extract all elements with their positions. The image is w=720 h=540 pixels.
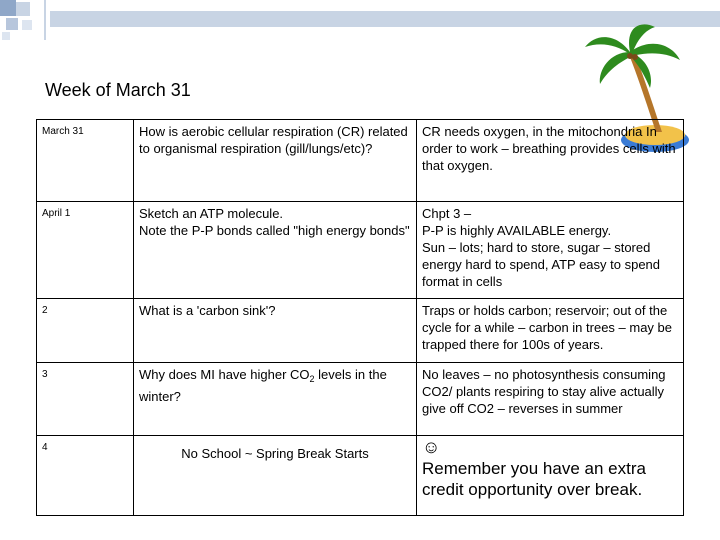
answer-line: Sun – lots; hard to store, sugar – stored energy hard to spend, ATP easy to spend format in cells: [422, 240, 661, 289]
no-school-note: No School ~ Spring Break Starts: [181, 446, 369, 461]
question-cell: [134, 436, 417, 516]
question-text-end: levels in the winter?: [139, 367, 387, 404]
table-row: [37, 363, 684, 436]
question-cell: [134, 202, 417, 299]
table-row: [37, 202, 684, 299]
question-cell: What is a 'carbon sink'?: [134, 299, 417, 363]
question-cell: [134, 363, 417, 436]
date-cell: 3: [37, 363, 134, 436]
date-cell: 4: [37, 436, 134, 516]
date-cell: March 31: [37, 120, 134, 202]
answer-cell: [417, 202, 684, 299]
question-text: Why does MI have higher CO: [139, 367, 310, 382]
answer-line: Chpt 3 –: [422, 206, 472, 221]
answer-cell: No leaves – no photosynthesis consuming CO2/ plants respiring to stay alive actually give off CO2 – reverses in summer: [417, 363, 684, 436]
page-title: Week of March 31: [45, 80, 191, 100]
question-subscript: 2: [309, 374, 315, 384]
smiley-icon: ☺: [422, 437, 441, 457]
answer-cell: [417, 436, 684, 516]
date-cell: April 1: [37, 202, 134, 299]
table-row: [37, 436, 684, 516]
extra-credit-note: Remember you have an extra credit opportunity over break.: [422, 459, 646, 499]
table-row: [37, 120, 684, 202]
answer-line: P-P is highly AVAILABLE energy.: [422, 223, 612, 238]
answer-cell: Traps or holds carbon; reservoir; out of the cycle for a while – carbon in trees – may be trapped there for 100s of years.: [417, 299, 684, 363]
table-row: [37, 299, 684, 363]
question-line: Sketch an ATP molecule.: [139, 206, 284, 221]
answer-cell: CR needs oxygen, in the mitochondria In order to work – breathing provides cells with that oxygen.: [417, 120, 684, 202]
question-cell: How is aerobic cellular respiration (CR) related to organismal respiration (gill/lungs/etc)?: [134, 120, 417, 202]
date-cell: 2: [37, 299, 134, 363]
schedule-table: [36, 119, 684, 516]
question-line: Note the P-P bonds called "high energy bonds": [139, 223, 410, 238]
